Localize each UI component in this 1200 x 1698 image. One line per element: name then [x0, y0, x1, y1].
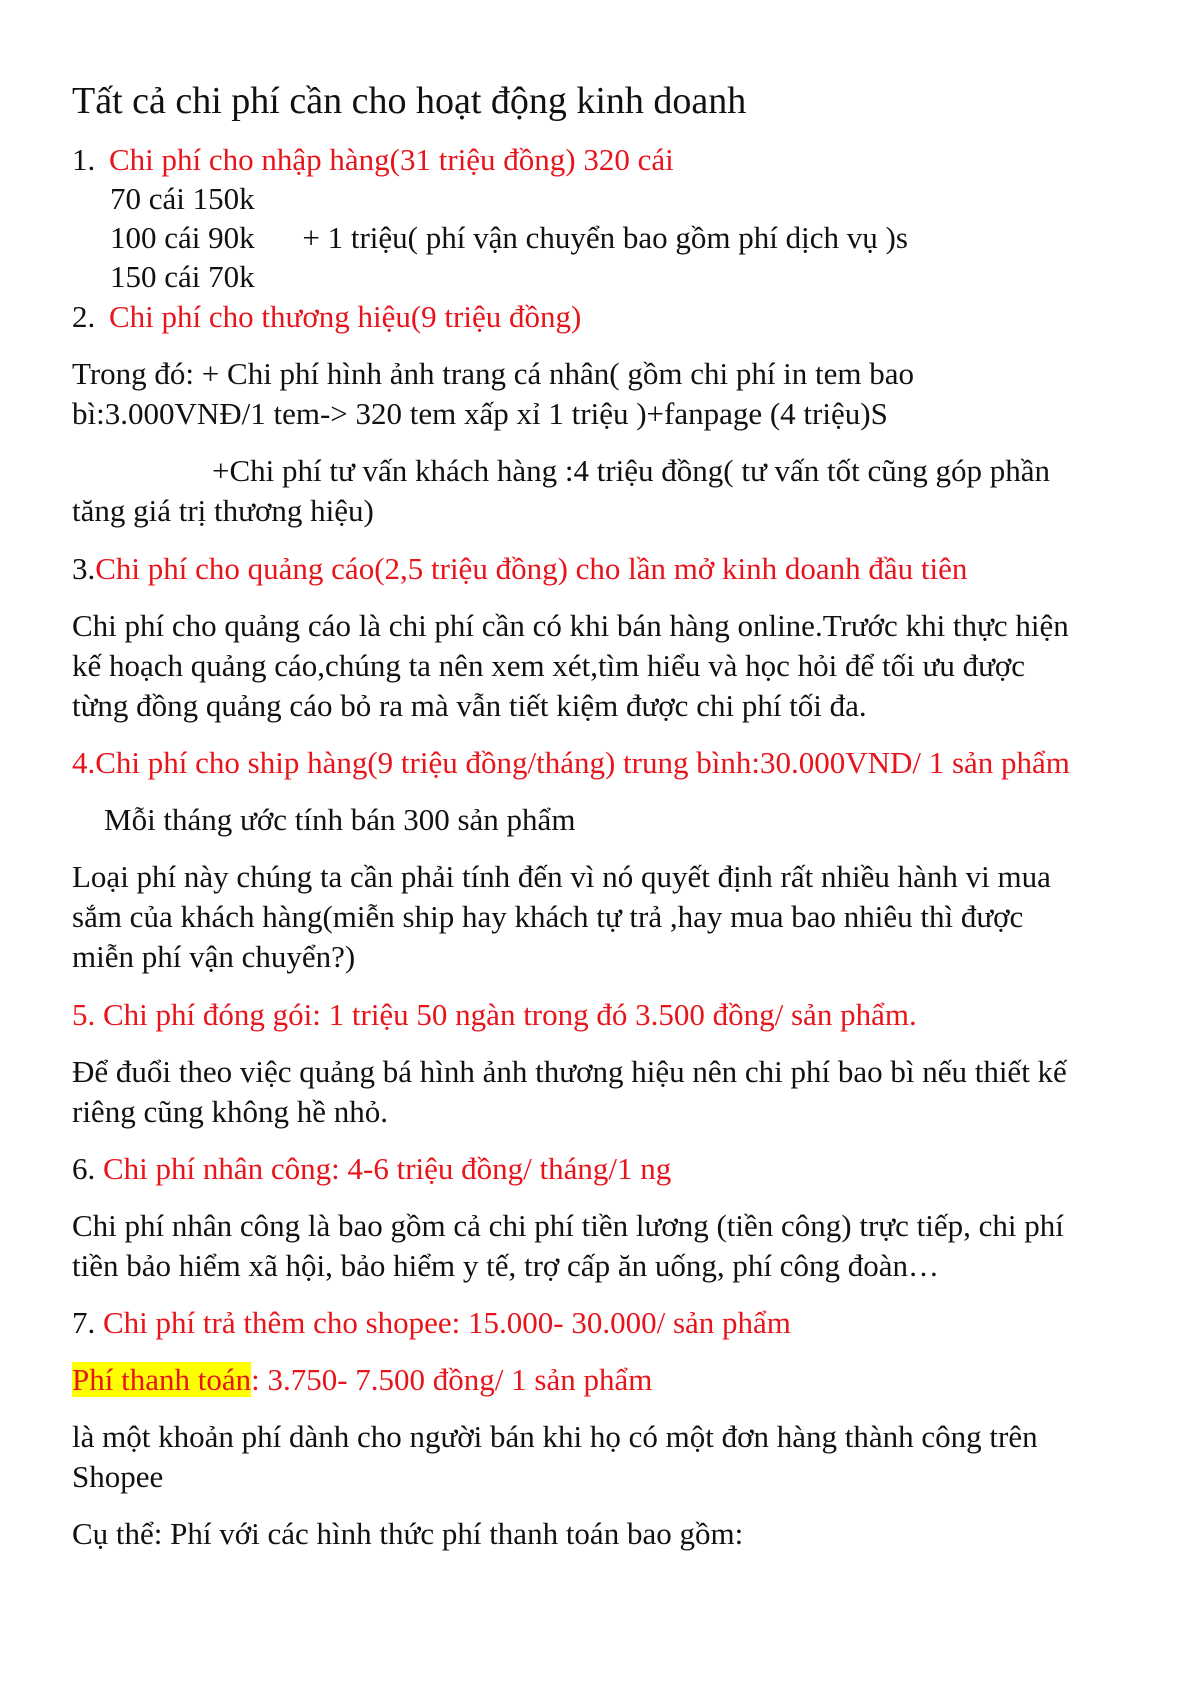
section-2-number: 2.	[72, 299, 96, 334]
section-3-title: Chi phí cho quảng cáo(2,5 triệu đồng) cho lần mở kinh doanh đầu tiên	[95, 551, 968, 586]
section-1-title: Chi phí cho nhập hàng(31 triệu đồng) 320 cái	[109, 142, 674, 177]
section-2-para-1-line-2: bì:3.000VNĐ/1 tem-> 320 tem xấp xỉ 1 triệu )+fanpage (4 triệu)S	[72, 396, 888, 431]
section-1-line-2-shipping: + 1 triệu( phí vận chuyển bao gồm phí dịch vụ )s	[302, 220, 908, 255]
section-4-para-line-3: miễn phí vận chuyển?)	[72, 939, 356, 974]
section-3-para-line-2: kế hoạch quảng cáo,chúng ta nên xem xét,tìm hiểu và học hỏi để tối ưu được	[72, 648, 1026, 683]
section-1-number: 1.	[72, 142, 96, 177]
section-1-heading	[72, 141, 674, 179]
section-4-para-line-1: Loại phí này chúng ta cần phải tính đến vì nó quyết định rất nhiều hành vi mua	[72, 859, 1051, 894]
section-3-para-line-1: Chi phí cho quảng cáo là chi phí cần có khi bán hàng online.Trước khi thực hiện	[72, 608, 1069, 643]
section-6-heading	[72, 1150, 671, 1188]
section-1-line-2-qty: 100 cái 90k	[110, 220, 255, 255]
payment-fee-line	[72, 1361, 652, 1399]
section-7-heading	[72, 1304, 791, 1342]
section-1-line-3: 150 cái 70k	[110, 259, 255, 294]
section-5-para-line-2: riêng cũng không hề nhỏ.	[72, 1094, 388, 1129]
section-1-line-2	[110, 219, 908, 257]
section-6-para-line-1: Chi phí nhân công là bao gồm cả chi phí tiền lương (tiền công) trực tiếp, chi phí	[72, 1208, 1064, 1243]
section-2-para-1-line-1: Trong đó: + Chi phí hình ảnh trang cá nhân( gồm chi phí in tem bao	[72, 356, 915, 391]
section-5-para-line-1: Để đuổi theo việc quảng bá hình ảnh thương hiệu nên chi phí bao bì nếu thiết kế	[72, 1054, 1067, 1089]
section-2-heading	[72, 298, 581, 336]
section-5-heading: 5. Chi phí đóng gói: 1 triệu 50 ngàn trong đó 3.500 đồng/ sản phẩm.	[72, 997, 917, 1032]
section-3-heading	[72, 550, 967, 588]
section-2-para-2-line-1: +Chi phí tư vấn khách hàng :4 triệu đồng( tư vấn tốt cũng góp phần	[212, 453, 1050, 488]
section-2-para-2-line-2: tăng giá trị thương hiệu)	[72, 493, 374, 528]
section-7-number: 7.	[72, 1305, 96, 1340]
payment-fee-label: Phí thanh toán	[72, 1362, 252, 1397]
section-6-number: 6.	[72, 1151, 96, 1186]
section-7-title: Chi phí trả thêm cho shopee: 15.000- 30.000/ sản phẩm	[103, 1305, 791, 1340]
section-4-note: Mỗi tháng ước tính bán 300 sản phẩm	[104, 802, 576, 837]
section-6-title: Chi phí nhân công: 4-6 triệu đồng/ tháng/1 ng	[103, 1151, 672, 1186]
section-2-title: Chi phí cho thương hiệu(9 triệu đồng)	[109, 299, 582, 334]
section-3-para-line-3: từng đồng quảng cáo bỏ ra mà vẫn tiết kiệm được chi phí tối đa.	[72, 688, 867, 723]
section-7-para-line-2: Shopee	[72, 1459, 164, 1494]
section-6-para-line-2: tiền bảo hiểm xã hội, bảo hiểm y tế, trợ cấp ăn uống, phí công đoàn…	[72, 1248, 939, 1283]
section-7-para-line-3: Cụ thể: Phí với các hình thức phí thanh toán bao gồm:	[72, 1516, 744, 1551]
section-4-heading: 4.Chi phí cho ship hàng(9 triệu đồng/tháng) trung bình:30.000VND/ 1 sản phẩm	[72, 745, 1070, 780]
page-title: Tất cả chi phí cần cho hoạt động kinh doanh	[72, 80, 747, 122]
payment-fee-value: : 3.750- 7.500 đồng/ 1 sản phẩm	[251, 1362, 653, 1397]
section-7-para-line-1: là một khoản phí dành cho người bán khi họ có một đơn hàng thành công trên	[72, 1419, 1038, 1454]
section-3-number: 3.	[72, 551, 96, 586]
section-4-para-line-2: sắm của khách hàng(miễn ship hay khách tự trả ,hay mua bao nhiêu thì được	[72, 899, 1024, 934]
section-1-line-1: 70 cái 150k	[110, 181, 255, 216]
